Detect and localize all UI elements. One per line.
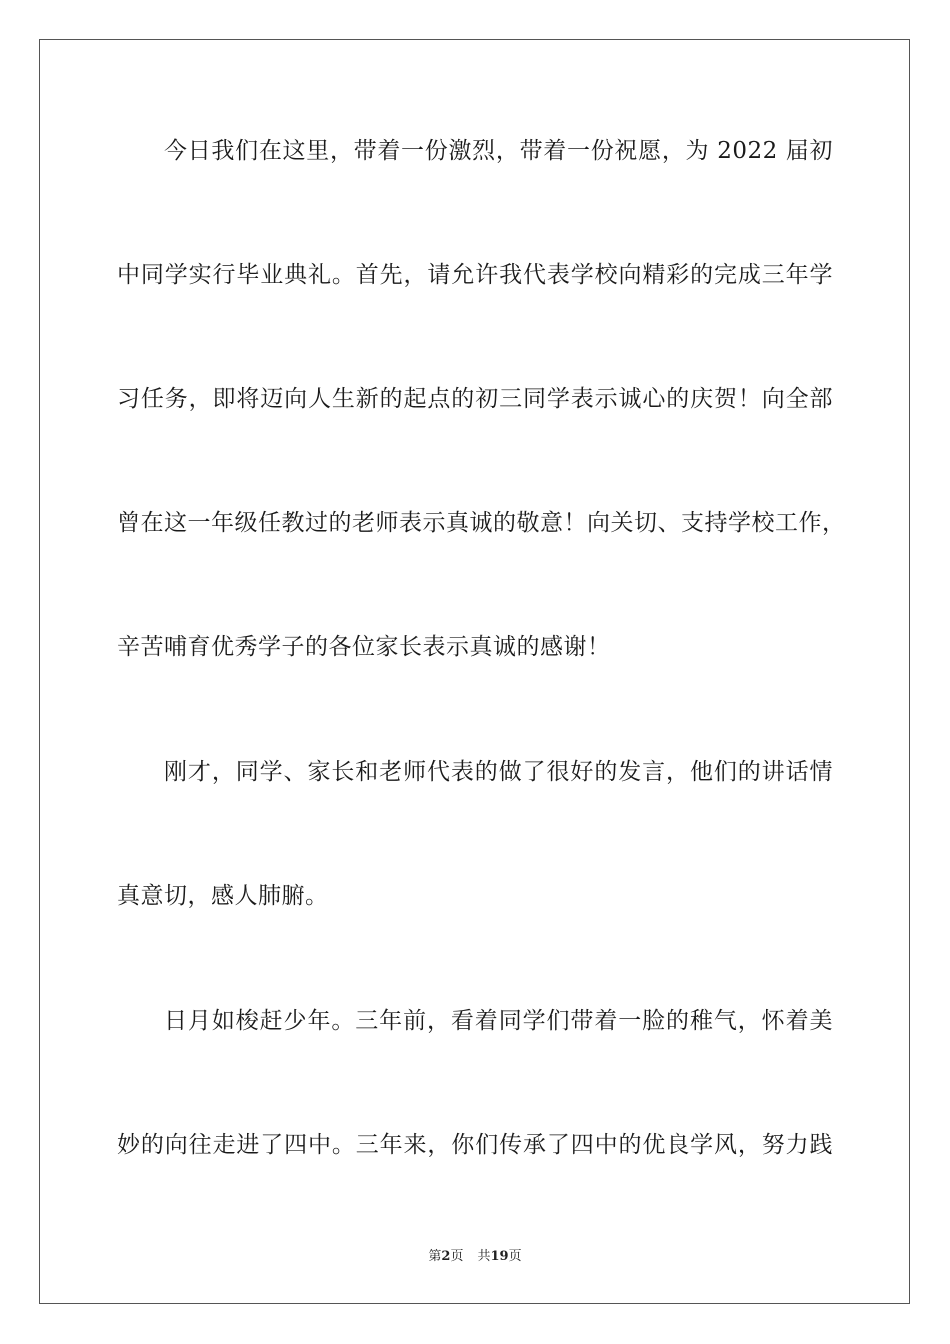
paragraph-1-line-4: 曾在这一年级任教过的老师表示真诚的敬意！向关切、支持学校工作， xyxy=(117,510,846,536)
paragraph-1-line-5: 辛苦哺育优秀学子的各位家长表示真诚的感谢！ xyxy=(117,634,611,660)
total-prefix: 共 xyxy=(477,1249,491,1264)
paragraph-2-line-1: 刚才，同学、家长和老师代表的做了很好的发言，他们的讲话情 xyxy=(164,759,833,785)
total-suffix: 页 xyxy=(508,1249,522,1264)
page-total: 19 xyxy=(490,1249,509,1264)
page-current: 2 xyxy=(441,1249,451,1264)
page-prefix: 第 xyxy=(428,1249,442,1264)
paragraph-1-line-1: 今日我们在这里，带着一份激烈，带着一份祝愿，为 2022 届初 xyxy=(164,138,833,164)
page-suffix: 页 xyxy=(450,1249,464,1264)
paragraph-1-line-2: 中同学实行毕业典礼。首先，请允许我代表学校向精彩的完成三年学 xyxy=(117,262,833,288)
page-footer xyxy=(0,1249,950,1265)
paragraph-2-line-2: 真意切，感人肺腑。 xyxy=(117,883,329,909)
paragraph-3-line-2: 妙的向往走进了四中。三年来，你们传承了四中的优良学风，努力践 xyxy=(117,1132,833,1158)
paragraph-3-line-1: 日月如梭赶少年。三年前，看着同学们带着一脸的稚气，怀着美 xyxy=(164,1008,833,1034)
page-frame xyxy=(39,39,910,1304)
paragraph-1-line-3: 习任务，即将迈向人生新的起点的初三同学表示诚心的庆贺！向全部 xyxy=(117,386,833,412)
